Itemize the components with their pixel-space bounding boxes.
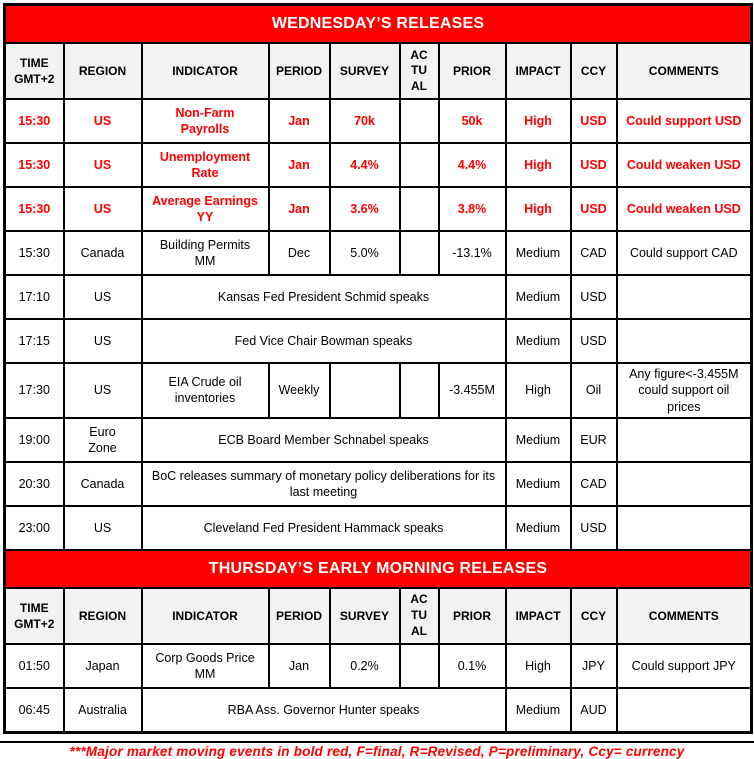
cell-ccy: USD	[571, 187, 617, 231]
cell-event: Cleveland Fed President Hammack speaks	[142, 506, 506, 550]
cell-time: 15:30	[5, 99, 64, 143]
cell-comments: Could support JPY	[617, 644, 752, 688]
cell-actual	[400, 231, 439, 275]
col-header-actual	[400, 43, 439, 99]
indicator-label: Unemployment Rate	[159, 149, 251, 180]
cell-indicator	[142, 143, 269, 187]
cell-impact: High	[506, 143, 571, 187]
table-row	[5, 644, 752, 688]
cell-period: Jan	[269, 143, 330, 187]
cell-actual	[400, 363, 439, 418]
cell-prior: -13.1%	[439, 231, 506, 275]
cell-comments	[617, 506, 752, 550]
cell-impact: Medium	[506, 231, 571, 275]
cell-prior: 50k	[439, 99, 506, 143]
cell-impact: Medium	[506, 506, 571, 550]
cell-actual	[400, 644, 439, 688]
col-header-ccy: CCY	[571, 588, 617, 644]
cell-actual	[400, 99, 439, 143]
cell-region: Canada	[64, 462, 142, 506]
cell-impact: Medium	[506, 688, 571, 733]
cell-actual	[400, 143, 439, 187]
cell-region: US	[64, 319, 142, 363]
cell-time: 15:30	[5, 231, 64, 275]
cell-comments	[617, 319, 752, 363]
column-header-row	[5, 588, 752, 644]
cell-period: Jan	[269, 99, 330, 143]
cell-region: Japan	[64, 644, 142, 688]
cell-ccy: USD	[571, 99, 617, 143]
cell-region: US	[64, 143, 142, 187]
col-header-indicator: INDICATOR	[142, 43, 269, 99]
cell-indicator	[142, 363, 269, 418]
col-header-period: PERIOD	[269, 588, 330, 644]
col-header-survey: SURVEY	[330, 43, 400, 99]
cell-prior: 3.8%	[439, 187, 506, 231]
indicator-label: Average Earnings YY	[152, 193, 258, 224]
cell-time: 17:15	[5, 319, 64, 363]
indicator-label: Non-Farm Payrolls	[175, 105, 235, 136]
economic-calendar-table	[3, 3, 753, 734]
cell-ccy: Oil	[571, 363, 617, 418]
indicator-label: Corp Goods Price MM	[155, 650, 255, 681]
cell-region: US	[64, 187, 142, 231]
cell-event: Kansas Fed President Schmid speaks	[142, 275, 506, 319]
col-header-impact: IMPACT	[506, 43, 571, 99]
cell-ccy: USD	[571, 275, 617, 319]
col-header-prior: PRIOR	[439, 588, 506, 644]
table-row	[5, 506, 752, 550]
table-row	[5, 462, 752, 506]
cell-actual	[400, 187, 439, 231]
col-header-region: REGION	[64, 588, 142, 644]
col-header-time: TIME GMT+2	[5, 43, 64, 99]
cell-ccy: JPY	[571, 644, 617, 688]
col-header-impact: IMPACT	[506, 588, 571, 644]
cell-event: Fed Vice Chair Bowman speaks	[142, 319, 506, 363]
cell-time: 01:50	[5, 644, 64, 688]
col-header-actual-label: ACTUAL	[410, 592, 428, 638]
cell-prior: 4.4%	[439, 143, 506, 187]
col-header-comments: COMMENTS	[617, 588, 752, 644]
cell-comments	[617, 462, 752, 506]
cell-impact: Medium	[506, 418, 571, 462]
cell-ccy: USD	[571, 319, 617, 363]
cell-indicator	[142, 99, 269, 143]
cell-ccy: CAD	[571, 231, 617, 275]
cell-comments	[617, 688, 752, 733]
cell-time: 20:30	[5, 462, 64, 506]
col-header-period: PERIOD	[269, 43, 330, 99]
cell-prior: -3.455M	[439, 363, 506, 418]
cell-time: 23:00	[5, 506, 64, 550]
cell-comments: Could support CAD	[617, 231, 752, 275]
section-title-wednesday: WEDNESDAY’S RELEASES	[5, 5, 752, 44]
cell-ccy: USD	[571, 506, 617, 550]
cell-impact: High	[506, 99, 571, 143]
col-header-time: TIME GMT+2	[5, 588, 64, 644]
cell-ccy: EUR	[571, 418, 617, 462]
cell-time: 19:00	[5, 418, 64, 462]
cell-impact: High	[506, 187, 571, 231]
cell-period: Dec	[269, 231, 330, 275]
footnote: ***Major market moving events in bold red, F=final, R=Revised, P=preliminary, Ccy= currency	[69, 743, 685, 759]
col-header-ccy: CCY	[571, 43, 617, 99]
table-row	[5, 363, 752, 418]
cell-survey: 5.0%	[330, 231, 400, 275]
cell-region: US	[64, 363, 142, 418]
table-row	[5, 143, 752, 187]
col-header-actual-label: ACTUAL	[410, 47, 428, 93]
cell-region: US	[64, 99, 142, 143]
indicator-label: EIA Crude oil inventories	[168, 375, 242, 406]
table-row	[5, 99, 752, 143]
cell-event: BoC releases summary of monetary policy deliberations for its last meeting	[142, 462, 506, 506]
cell-time: 17:30	[5, 363, 64, 418]
economic-calendar-page	[0, 3, 754, 759]
table-row	[5, 231, 752, 275]
cell-period: Jan	[269, 187, 330, 231]
cell-period: Jan	[269, 644, 330, 688]
cell-time: 17:10	[5, 275, 64, 319]
cell-comments: Could support USD	[617, 99, 752, 143]
cell-comments: Any figure<-3.455M could support oil prices	[617, 363, 752, 418]
cell-ccy: AUD	[571, 688, 617, 733]
cell-comments: Could weaken USD	[617, 143, 752, 187]
column-header-row	[5, 43, 752, 99]
cell-time: 06:45	[5, 688, 64, 733]
col-header-comments: COMMENTS	[617, 43, 752, 99]
cell-region: US	[64, 275, 142, 319]
table-row	[5, 319, 752, 363]
col-header-indicator: INDICATOR	[142, 588, 269, 644]
table-row	[5, 275, 752, 319]
bottom-divider	[0, 741, 754, 743]
section-banner-row	[5, 550, 752, 588]
col-header-survey: SURVEY	[330, 588, 400, 644]
region-label: Euro Zone	[88, 424, 117, 455]
cell-impact: High	[506, 644, 571, 688]
cell-prior: 0.1%	[439, 644, 506, 688]
cell-period: Weekly	[269, 363, 330, 418]
cell-survey: 4.4%	[330, 143, 400, 187]
cell-survey: 3.6%	[330, 187, 400, 231]
section-title-thursday: THURSDAY’S EARLY MORNING RELEASES	[5, 550, 752, 588]
indicator-label: Building Permits MM	[159, 237, 251, 268]
cell-impact: Medium	[506, 462, 571, 506]
section-banner-row	[5, 5, 752, 44]
cell-impact: Medium	[506, 319, 571, 363]
cell-comments	[617, 418, 752, 462]
cell-region: US	[64, 506, 142, 550]
cell-indicator	[142, 231, 269, 275]
cell-event: RBA Ass. Governor Hunter speaks	[142, 688, 506, 733]
cell-impact: Medium	[506, 275, 571, 319]
cell-region	[64, 418, 142, 462]
cell-time: 15:30	[5, 143, 64, 187]
cell-comments: Could weaken USD	[617, 187, 752, 231]
col-header-actual	[400, 588, 439, 644]
cell-survey: 0.2%	[330, 644, 400, 688]
table-row	[5, 688, 752, 733]
cell-region: Australia	[64, 688, 142, 733]
cell-impact: High	[506, 363, 571, 418]
cell-region: Canada	[64, 231, 142, 275]
cell-event: ECB Board Member Schnabel speaks	[142, 418, 506, 462]
cell-indicator	[142, 187, 269, 231]
cell-indicator	[142, 644, 269, 688]
col-header-region: REGION	[64, 43, 142, 99]
cell-comments	[617, 275, 752, 319]
col-header-prior: PRIOR	[439, 43, 506, 99]
table-row	[5, 187, 752, 231]
cell-ccy: USD	[571, 143, 617, 187]
cell-time: 15:30	[5, 187, 64, 231]
table-row	[5, 418, 752, 462]
cell-survey: 70k	[330, 99, 400, 143]
cell-ccy: CAD	[571, 462, 617, 506]
cell-survey	[330, 363, 400, 418]
